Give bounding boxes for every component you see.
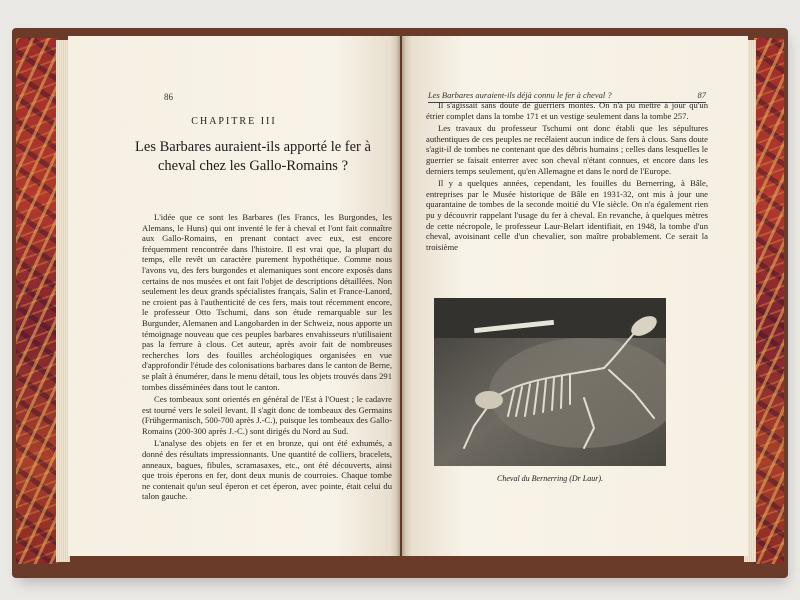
right-page-body [426, 100, 708, 254]
marbled-endpaper-right [754, 38, 784, 564]
photo-caption: Cheval du Bernerring (Dr Laur). [497, 474, 603, 483]
paragraph: Ces tombeaux sont orientés en général de l'Est à l'Ouest ; le cadavre est tourné vers le soleil levant. Il s'agit donc de tombeaux des Germains (Frühgermanisch, 500-700 après J.-C.), puisque les tombeaux des Gallo-Romains (200-300 après J.-C.) sont dirigés du Nord au Sud. [142, 394, 392, 436]
page-number-right: 87 [697, 90, 706, 100]
paragraph: Il y a quelques années, cependant, les fouilles du Bernerring, à Bâle, entreprises par le Musée historique de Bâle en 1931-32, ont mis à jour une quarantaine de tombes de la seconde moitié du VIe siècle. On n'a également rien pu y découvrir rappelant l'usage du fer à cheval. En revanche, à quelques mètres de cette nécropole, le professeur Laur-Belart identifiait, en 1948, la tombe d'un cheval, avoisinant celle d'un chevalier, son maître probablement. Ce serait la troisième [426, 178, 708, 252]
horse-skeleton-illustration [434, 298, 666, 466]
chapter-heading: CHAPITRE III [191, 116, 277, 127]
chapter-title: Les Barbares auraient-ils apporté le fer à cheval chez les Gallo-Romains ? [135, 139, 371, 174]
paragraph: Les travaux du professeur Tschumi ont donc établi que les sépultures authentiques de ces peuples ne recélaient aucun indice de fers à clous. Sans doute s'agit-il de tombes ne contenant que des débris humains ; celles dans lesquelles le guerrier se faisait enterrer avec son cheval n'étant connues, et encore dans les derniers temps seulement, qu'en Allemagne et dans le nord de l'Europe. [426, 123, 708, 176]
page-number-left: 86 [164, 92, 173, 102]
left-page-body [142, 212, 392, 504]
paragraph: L'analyse des objets en fer et en bronze, qui ont été exhumés, a donné des résultats impressionnants. Une quantité de colliers, bracelets, anneaux, bagues, fibules, scramasaxes, etc., ont été découverts, ainsi que trois éperons en fer, dont deux munis de courroies. Chaque tombe ne contenait qu'un seul éperon et cet éperon, avec pointe, était celui du talon gauche. [142, 438, 392, 502]
right-page [402, 36, 748, 556]
left-page [68, 36, 400, 556]
paragraph: L'idée que ce sont les Barbares (les Francs, les Burgondes, les Alemans, le Huns) qui ont inventé le fer à cheval et l'ont fait connaître aux Gallo-Romains, en prenant contact avec eux, est encore fréquemment rencontrée dans l'histoire. Il est vrai que, la plupart du temps, elle revêt un caractère purement hypothétique. Comme nous l'avons vu, des fers burgondes et alemaniques sont encore exposés dans certains de nos musées et ont fait l'objet de descriptions détaillées. Non seulement les deux grands spécialistes français, Salin et France-Lanord, ne croient pas à l'authenticité de ces fers, mais tout récemment encore, le professeur Otto Tschumi, dans son étude remarquable sur les Burgunder, Alemanen and Langobarden in der Schweiz, nous apporte un témoignage nouveau que ces peuples barbares envahisseurs n'utilisaient pas la ferrure à clous. Cet auteur, après avoir fait de nombreuses recherches lors des fouilles archéologiques organisées en vue d'approfondir l'étude des colonisations barbares dans le canton de Berne, se plaît à énumérer, dans le menu détail, tous les objets trouvés dans 291 tombes disséminées dans tout le canton. [142, 212, 392, 392]
book-gutter [396, 36, 406, 556]
running-head-title: Les Barbares auraient-ils déjà connu le fer à cheval ? [428, 90, 612, 100]
horse-skeleton-photo [434, 298, 666, 466]
paragraph: Il s'agissait sans doute de guerriers montés. On n'a pu mettre à jour qu'un étrier complet dans la tombe 171 et un vestige seulement dans la tombe 257. [426, 100, 708, 121]
marbled-endpaper-left [16, 38, 58, 564]
